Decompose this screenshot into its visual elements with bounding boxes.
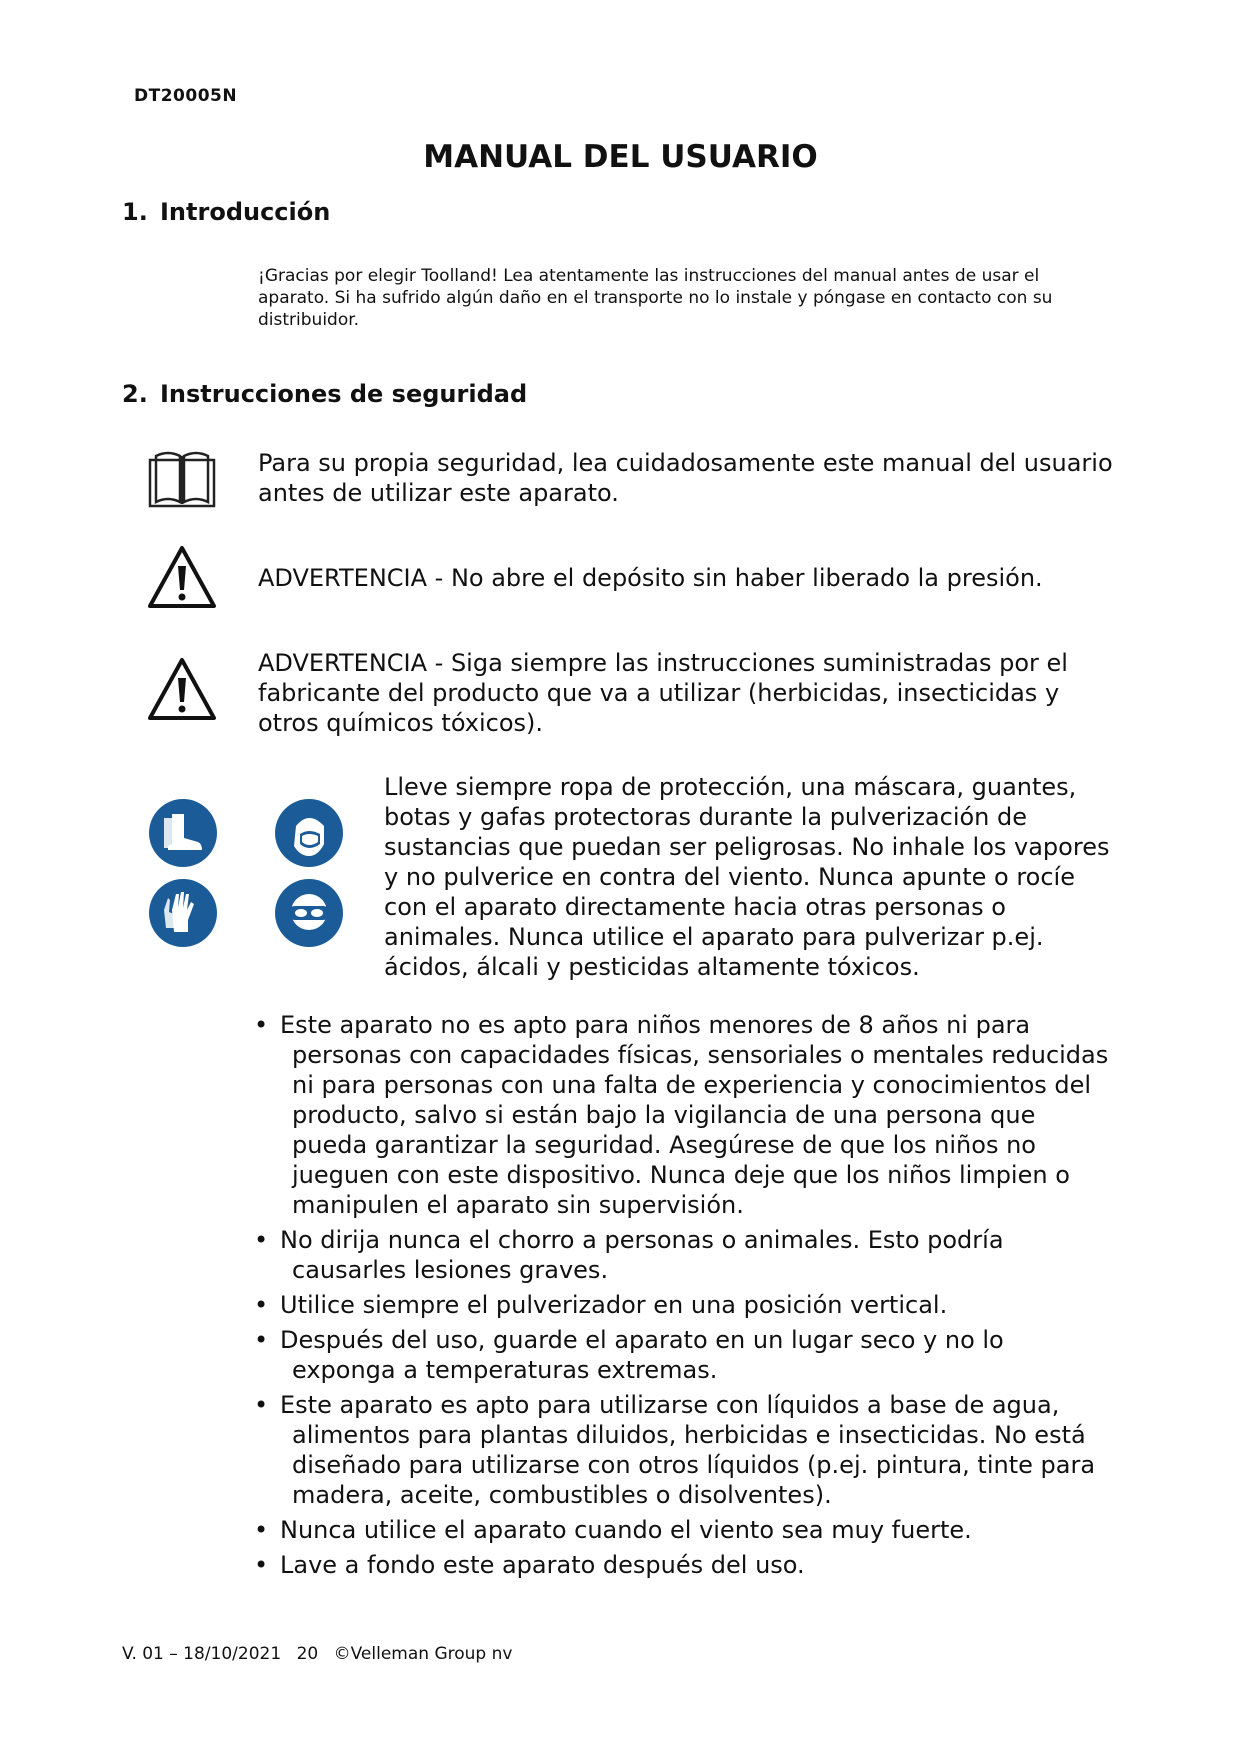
list-item: • Nunca utilice el aparato cuando el viento sea muy fuerte. bbox=[254, 1515, 1114, 1545]
list-item: • Después del uso, guarde el aparato en un lugar seco y no lo exponga a temperaturas extremas. bbox=[254, 1325, 1114, 1385]
section-title: Introducción bbox=[160, 198, 331, 226]
safety-bullet-list bbox=[254, 1010, 1114, 1585]
safety-warning-pressure-text: ADVERTENCIA - No abre el depósito sin haber liberado la presión. bbox=[258, 564, 1043, 592]
section-heading-safety bbox=[122, 380, 527, 408]
document-code: DT20005N bbox=[134, 86, 238, 106]
list-item: • Este aparato no es apto para niños menores de 8 años ni para personas con capacidades físicas, sensoriales o mentales reducidas ni para personas con una falta de experiencia y conocimientos del producto, salvo si están bajo la vigilancia de una persona que pueda garantizar la seguridad. Asegúrese de que los niños no jueguen con este dispositivo. Nunca deje que los niños limpien o manipulen el aparato sin supervisión. bbox=[254, 1010, 1114, 1220]
face-mask-icon bbox=[274, 798, 344, 868]
list-item: • Utilice siempre el pulverizador en una posición vertical. bbox=[254, 1290, 1114, 1320]
footer-version: V. 01 – 18/10/2021 bbox=[122, 1644, 282, 1664]
section-number: 2. bbox=[122, 380, 148, 408]
section-heading-introduction bbox=[122, 198, 330, 226]
page-title: MANUAL DEL USUARIO bbox=[423, 139, 818, 175]
safety-read-manual-text: Para su propia seguridad, lea cuidadosamente este manual del usuario antes de utilizar este aparato. bbox=[258, 449, 1113, 507]
section-number: 1. bbox=[122, 198, 148, 226]
protective-gloves-icon bbox=[148, 878, 218, 948]
ppe-instructions-text: Lleve siempre ropa de protección, una máscara, guantes, botas y gafas protectoras durante la pulverización de sustancias que puedan ser peligrosas. No inhale los vapores y no pulverice en contra del viento. Nunca apunte o rocíe con el aparato directamente hacia otras personas o animales. Nunca utilice el aparato para pulverizar p.ej. ácidos, álcali y pesticidas altamente tóxicos. bbox=[384, 773, 1110, 981]
safety-warning-chemicals-text: ADVERTENCIA - Siga siempre las instrucciones suministradas por el fabricante del producto que va a utilizar (herbicidas, insecticidas y otros químicos tóxicos). bbox=[258, 649, 1068, 737]
footer-copyright: ©Velleman Group nv bbox=[333, 1644, 513, 1664]
list-item: • Lave a fondo este aparato después del uso. bbox=[254, 1550, 1114, 1580]
list-item: • Este aparato es apto para utilizarse con líquidos a base de agua, alimentos para plantas diluidos, herbicidas e insecticidas. No está diseñado para utilizarse con otros líquidos (p.ej. pintura, tinte para madera, aceite, combustibles o disolventes). bbox=[254, 1390, 1114, 1510]
section-title: Instrucciones de seguridad bbox=[160, 380, 528, 408]
footer-page-number: 20 bbox=[296, 1644, 319, 1664]
intro-paragraph: ¡Gracias por elegir Toolland! Lea atentamente las instrucciones del manual antes de usar el aparato. Si ha sufrido algún daño en el transporte no lo instale y póngase en contacto con su distribuidor. bbox=[258, 266, 1053, 330]
safety-goggles-icon bbox=[274, 878, 344, 948]
warning-triangle-icon bbox=[146, 542, 218, 614]
open-book-icon bbox=[146, 446, 218, 518]
page-footer bbox=[122, 1644, 522, 1664]
list-item: • No dirija nunca el chorro a personas o animales. Esto podría causarles lesiones graves. bbox=[254, 1225, 1114, 1285]
safety-boots-icon bbox=[148, 798, 218, 868]
warning-triangle-icon bbox=[146, 654, 218, 726]
